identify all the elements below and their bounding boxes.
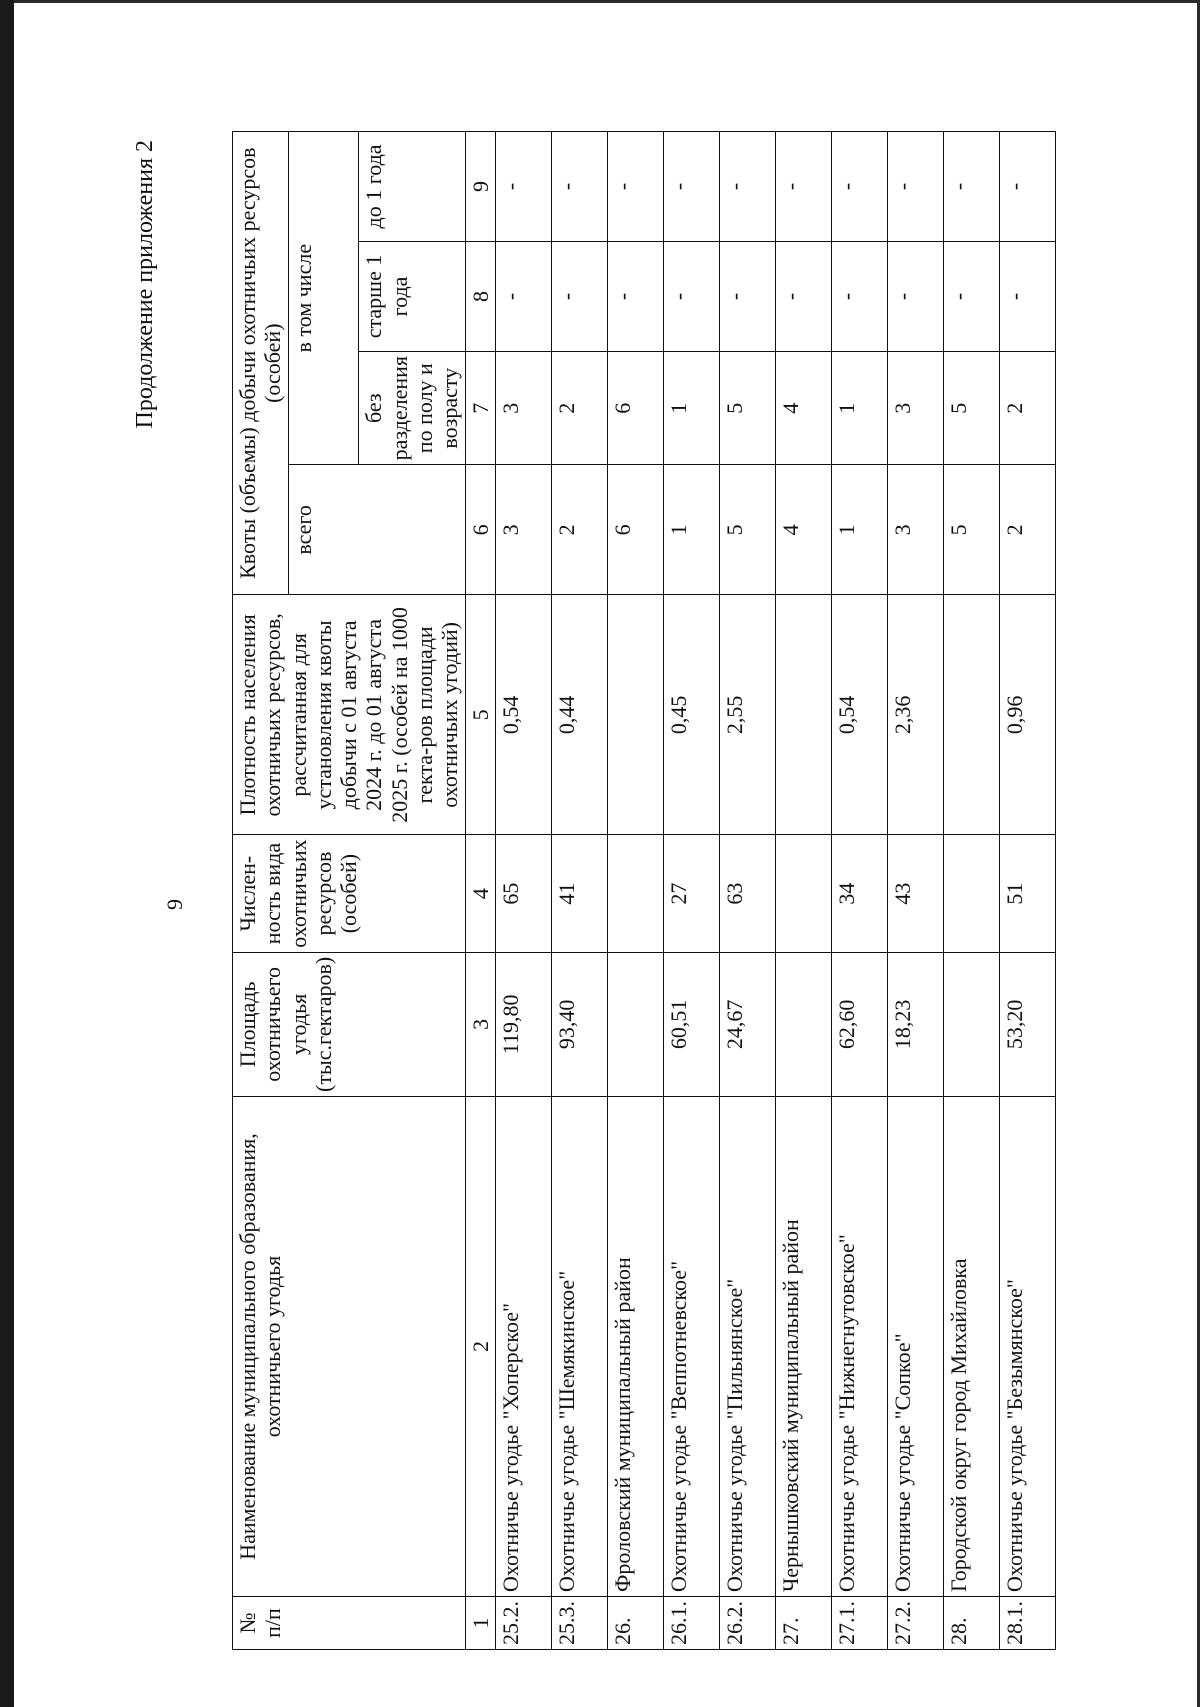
col-index: 8 [465, 241, 495, 351]
row-older: - [887, 241, 943, 351]
col-index: 2 [465, 1097, 495, 1597]
row-no: 26.1. [663, 1597, 719, 1650]
row-density [775, 595, 831, 835]
row-count: 63 [719, 835, 775, 952]
row-nodiv: 1 [831, 351, 887, 464]
row-nodiv: 2 [999, 351, 1055, 464]
row-count: 43 [887, 835, 943, 952]
table-row [607, 131, 663, 1649]
row-older: - [999, 241, 1055, 351]
row-younger: - [943, 131, 999, 241]
row-nodiv: 1 [663, 351, 719, 464]
row-name: Чернышковский муниципальный район [775, 1097, 831, 1597]
row-area: 24,67 [719, 952, 775, 1096]
row-nodiv: 3 [495, 351, 551, 464]
row-area: 60,51 [663, 952, 719, 1096]
row-total: 3 [887, 465, 943, 595]
row-no: 26.2. [719, 1597, 775, 1650]
row-no: 27. [775, 1597, 831, 1650]
table-row [551, 131, 607, 1649]
row-total: 3 [495, 465, 551, 595]
row-count [775, 835, 831, 952]
row-older: - [719, 241, 775, 351]
col-index: 6 [465, 465, 495, 595]
row-no: 27.2. [887, 1597, 943, 1650]
row-no: 28. [943, 1597, 999, 1650]
row-area: 18,23 [887, 952, 943, 1096]
row-density: 0,45 [663, 595, 719, 835]
header-incl: в том числе [288, 131, 359, 464]
row-density: 0,44 [551, 595, 607, 835]
row-older: - [943, 241, 999, 351]
rotated-sheet [112, 80, 1172, 1690]
row-total: 5 [943, 465, 999, 595]
row-nodiv: 2 [551, 351, 607, 464]
row-name: Охотничье угодье "Шемякинское" [551, 1097, 607, 1597]
row-name: Охотничье угодье "Безымянское" [999, 1097, 1055, 1597]
row-no: 25.2. [495, 1597, 551, 1650]
row-younger: - [831, 131, 887, 241]
row-nodiv: 6 [607, 351, 663, 464]
table-row [999, 131, 1055, 1649]
header-older: старше 1 года [359, 241, 465, 351]
row-no: 27.1. [831, 1597, 887, 1650]
row-area: 119,80 [495, 952, 551, 1096]
row-nodiv: 5 [943, 351, 999, 464]
col-index: 7 [465, 351, 495, 464]
row-density: 0,54 [831, 595, 887, 835]
table-row [719, 131, 775, 1649]
row-no: 26. [607, 1597, 663, 1650]
header-no: № п/п [233, 1597, 466, 1650]
row-name: Охотничье угодье "Пильнянское" [719, 1097, 775, 1597]
header-count: Числен-ность вида охотничьих ресурсов (особей) [233, 835, 466, 952]
row-density [607, 595, 663, 835]
row-density: 0,54 [495, 595, 551, 835]
row-no: 28.1. [999, 1597, 1055, 1650]
row-total: 5 [719, 465, 775, 595]
row-younger: - [495, 131, 551, 241]
row-name: Охотничье угодье "Веппотневское" [663, 1097, 719, 1597]
header-younger: до 1 года [359, 131, 465, 241]
row-older: - [831, 241, 887, 351]
scan-edge-top [14, 0, 1200, 3]
row-density: 2,36 [887, 595, 943, 835]
row-count: 27 [663, 835, 719, 952]
row-nodiv: 3 [887, 351, 943, 464]
row-total: 6 [607, 465, 663, 595]
row-count [607, 835, 663, 952]
table-row [943, 131, 999, 1649]
row-younger: - [551, 131, 607, 241]
row-density [943, 595, 999, 835]
header-nodiv: без разделения по полу и возрасту [359, 351, 465, 464]
row-area: 62,60 [831, 952, 887, 1096]
row-younger: - [775, 131, 831, 241]
row-younger: - [607, 131, 663, 241]
row-older: - [551, 241, 607, 351]
row-older: - [663, 241, 719, 351]
row-younger: - [719, 131, 775, 241]
row-older: - [607, 241, 663, 351]
row-total: 2 [551, 465, 607, 595]
row-nodiv: 4 [775, 351, 831, 464]
row-area [607, 952, 663, 1096]
page-number: 9 [162, 899, 187, 910]
table-row [775, 131, 831, 1649]
row-density: 0,96 [999, 595, 1055, 835]
header-row-1 [233, 131, 289, 1649]
row-area [775, 952, 831, 1096]
row-total: 4 [775, 465, 831, 595]
header-total: всего [288, 465, 465, 595]
quota-table [232, 131, 1056, 1650]
col-index: 3 [465, 952, 495, 1096]
row-count: 34 [831, 835, 887, 952]
row-name: Охотничье угодье "Нижнегнутовское" [831, 1097, 887, 1597]
row-count: 51 [999, 835, 1055, 952]
table-row [495, 131, 551, 1649]
row-total: 1 [663, 465, 719, 595]
row-no: 25.3. [551, 1597, 607, 1650]
row-area: 53,20 [999, 952, 1055, 1096]
row-name: Городской округ город Михайловка [943, 1097, 999, 1597]
row-name: Охотничье угодье "Сопкое" [887, 1097, 943, 1597]
col-index: 5 [465, 595, 495, 835]
table-row [663, 131, 719, 1649]
row-younger: - [663, 131, 719, 241]
row-nodiv: 5 [719, 351, 775, 464]
row-name: Охотничье угодье "Хоперское" [495, 1097, 551, 1597]
row-area: 93,40 [551, 952, 607, 1096]
row-density: 2,55 [719, 595, 775, 835]
col-index: 4 [465, 835, 495, 952]
row-younger: - [887, 131, 943, 241]
row-count [943, 835, 999, 952]
col-index: 1 [465, 1597, 495, 1650]
table-row [831, 131, 887, 1649]
header-name: Наименование муниципального образования, охотничьего угодья [233, 1097, 466, 1597]
row-total: 1 [831, 465, 887, 595]
row-younger: - [999, 131, 1055, 241]
row-older: - [495, 241, 551, 351]
scan-edge-left [0, 0, 14, 1707]
col-index: 9 [465, 131, 495, 241]
header-density: Плотность населения охотничьих ресурсов, рассчитанная для установления квоты добычи с 01 августа 2024 г. до 01 августа 2025 г. (особей на 1000 гекта-ров площади охотничьих угодий) [233, 595, 466, 835]
row-total: 2 [999, 465, 1055, 595]
table-row [887, 131, 943, 1649]
row-older: - [775, 241, 831, 351]
row-count: 65 [495, 835, 551, 952]
header-quota: Квоты (объемы) добычи охотничьих ресурсов (особей) [233, 131, 289, 594]
header-area: Площадь охотничьего угодья (тыс.гектаров) [233, 952, 466, 1096]
column-index-row [465, 131, 495, 1649]
continuation-title: Продолжение приложения 2 [132, 140, 158, 429]
row-count: 41 [551, 835, 607, 952]
row-area [943, 952, 999, 1096]
row-name: Фроловский муниципальный район [607, 1097, 663, 1597]
